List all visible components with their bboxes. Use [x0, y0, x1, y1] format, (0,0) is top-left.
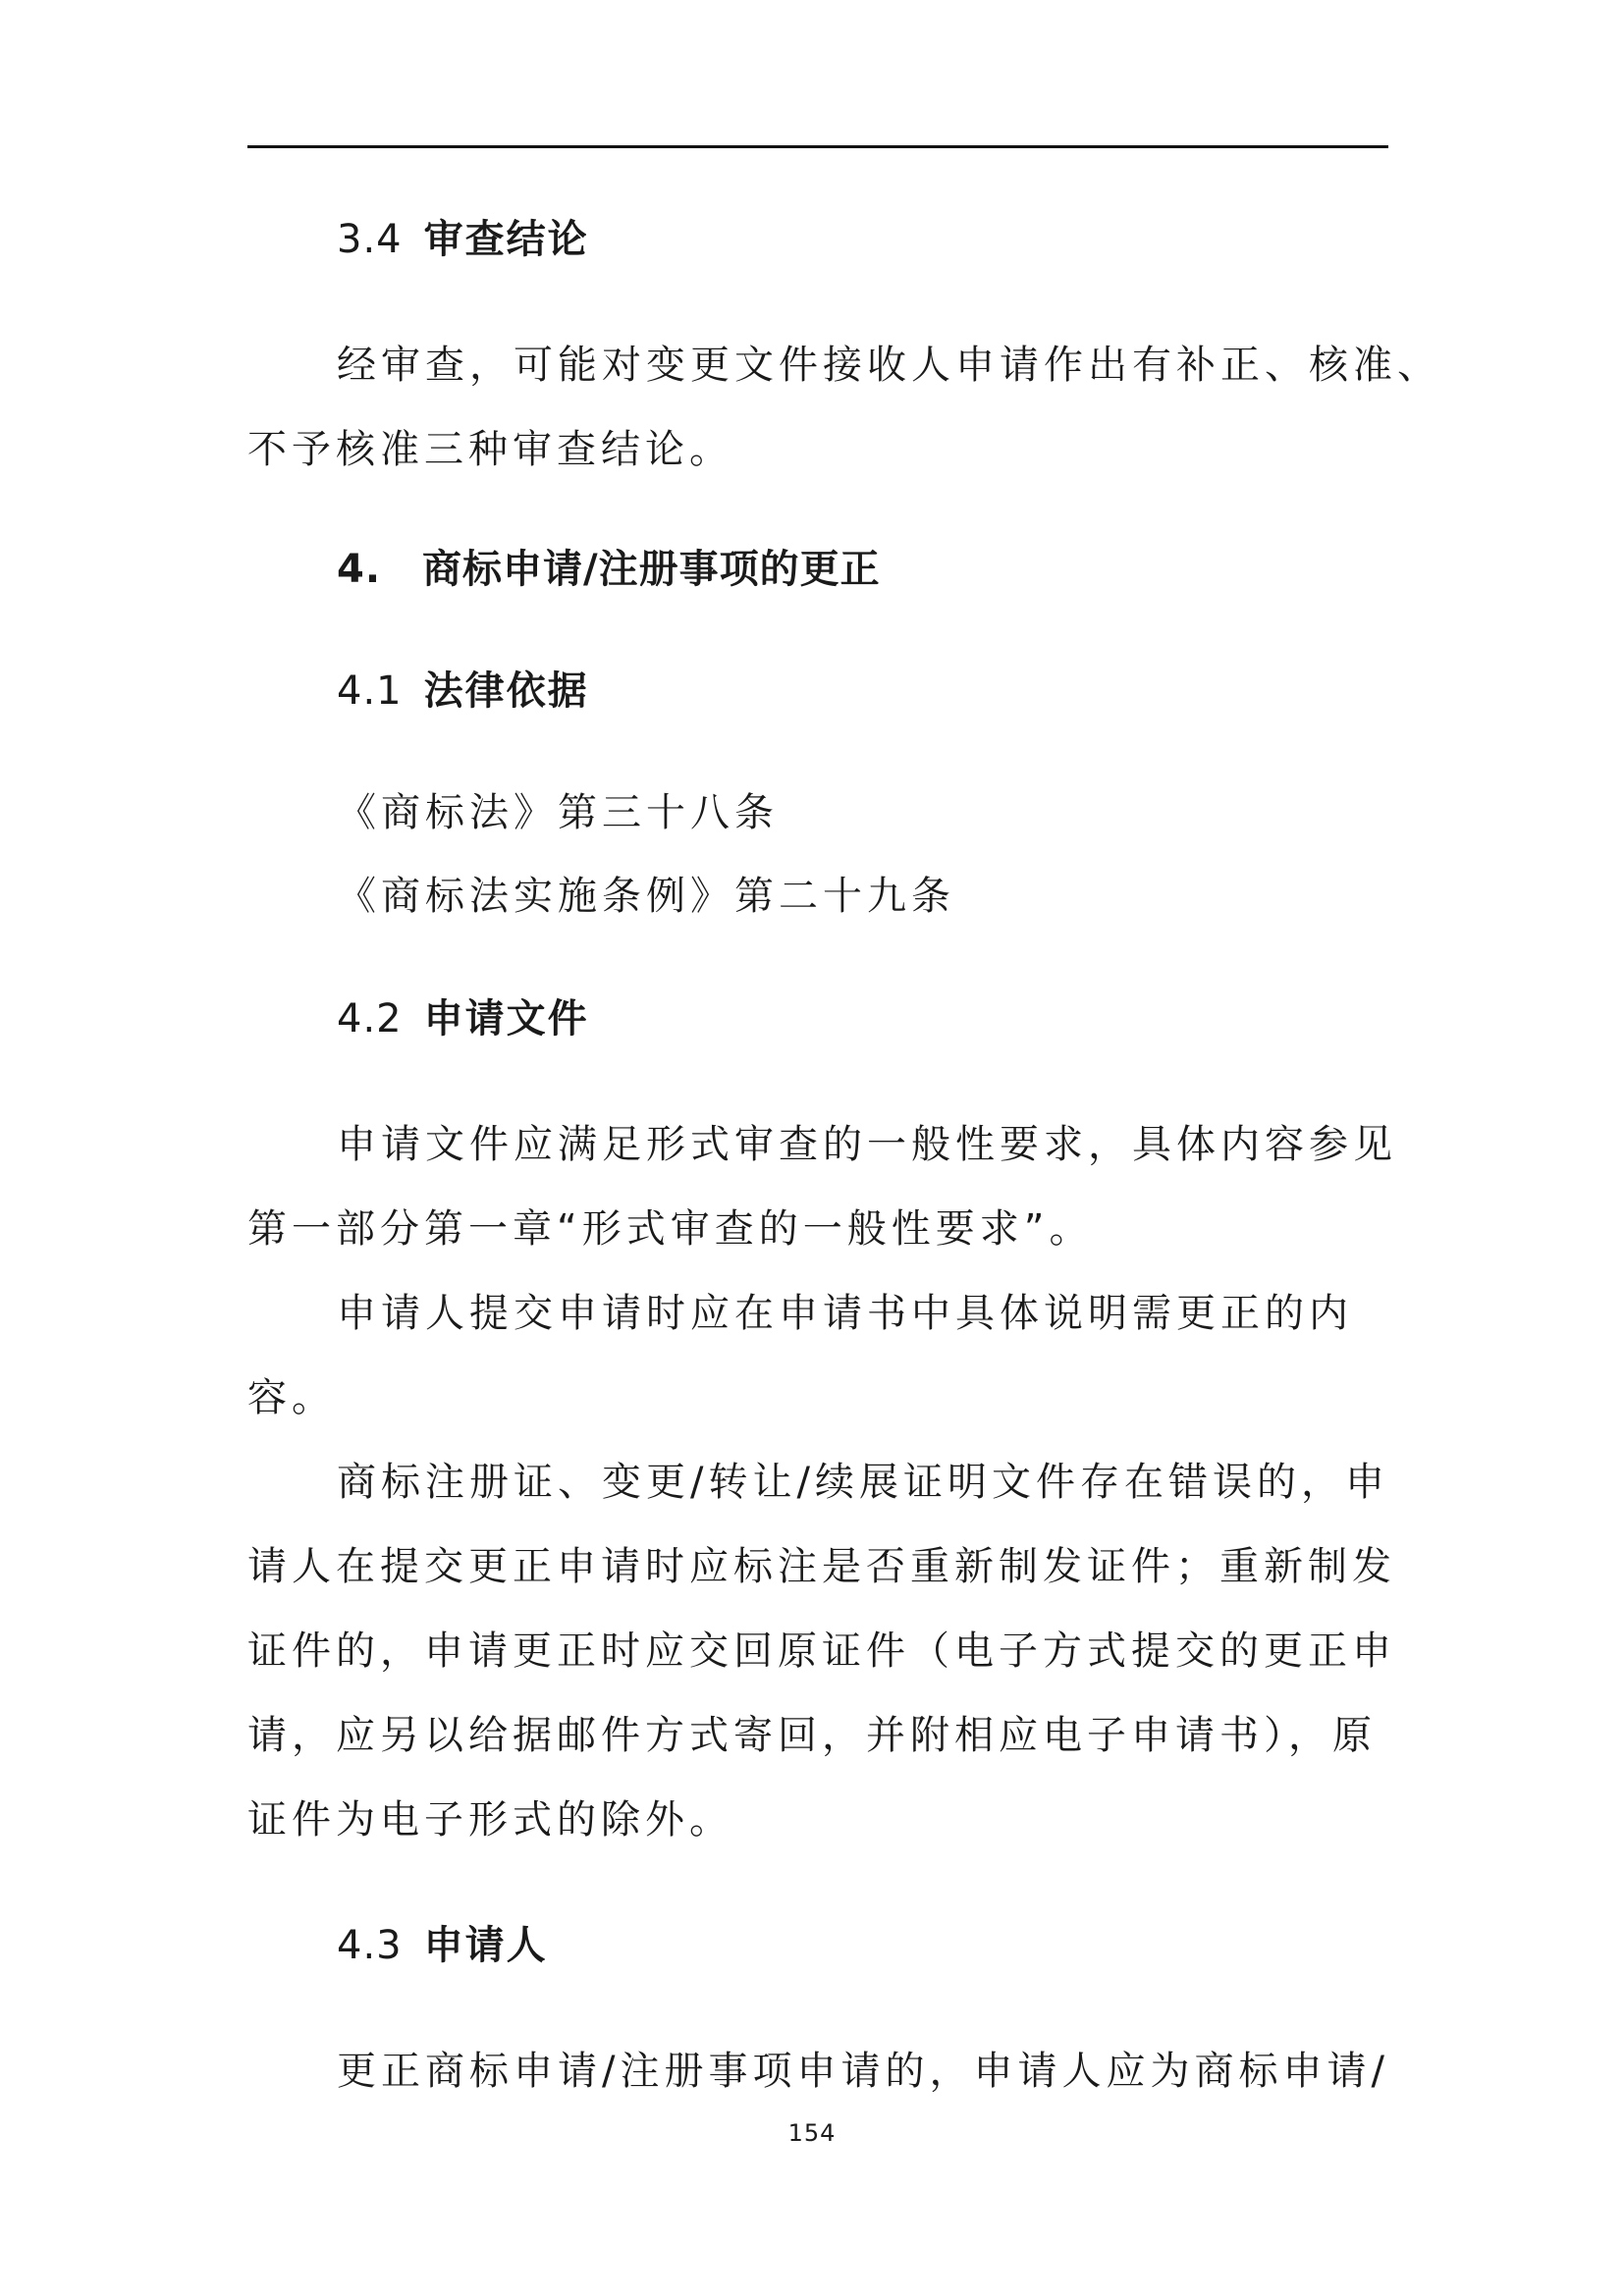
paragraph-line: 证件的，申请更正时应交回原证件（电子方式提交的更正申 [247, 1629, 1396, 1674]
heading-title: 商标申请/注册事项的更正 [422, 547, 881, 592]
page-number: 154 [787, 2119, 837, 2147]
paragraph-line: 证件为电子形式的除外。 [247, 1797, 733, 1842]
heading-number: 3.4 [337, 217, 403, 262]
paragraph-line: 更正商标申请/注册事项申请的，申请人应为商标申请/ [337, 2049, 1389, 2094]
paragraph-line: 容。 [247, 1375, 336, 1420]
heading-4-3 [337, 1918, 1397, 1973]
heading-title: 法律依据 [423, 668, 589, 714]
paragraph-line: 不予核准三种审查结论。 [247, 427, 733, 472]
heading-number: 4.2 [337, 996, 403, 1041]
heading-title: 申请文件 [423, 996, 589, 1041]
heading-4-1 [337, 664, 1397, 719]
paragraph-line: 第一部分第一章“形式审查的一般性要求”。 [247, 1206, 1094, 1252]
heading-number: 4. [337, 547, 382, 592]
heading-4 [337, 542, 1397, 597]
paragraph-line: 申请人提交申请时应在申请书中具体说明需更正的内 [337, 1291, 1353, 1336]
paragraph-line: 《商标法》第三十八条 [337, 790, 779, 835]
paragraph-line: 《商标法实施条例》第二十九条 [337, 874, 955, 919]
paragraph-line: 请，应另以给据邮件方式寄回，并附相应电子申请书），原 [247, 1713, 1377, 1758]
paragraph-line: 经审查，可能对变更文件接收人申请作出有补正、核准、 [337, 343, 1441, 388]
heading-title: 申请人 [423, 1923, 548, 1968]
heading-number: 4.3 [337, 1923, 403, 1968]
heading-number: 4.1 [337, 668, 403, 714]
heading-3-4 [337, 212, 1397, 267]
heading-4-2 [337, 991, 1397, 1046]
heading-title: 审查结论 [423, 217, 589, 262]
paragraph-line: 申请文件应满足形式审查的一般性要求，具体内容参见 [337, 1122, 1397, 1167]
paragraph-line: 商标注册证、变更/转让/续展证明文件存在错误的，申 [337, 1460, 1389, 1505]
header-rule [247, 145, 1388, 148]
paragraph-line: 请人在提交更正申请时应标注是否重新制发证件；重新制发 [247, 1544, 1396, 1589]
